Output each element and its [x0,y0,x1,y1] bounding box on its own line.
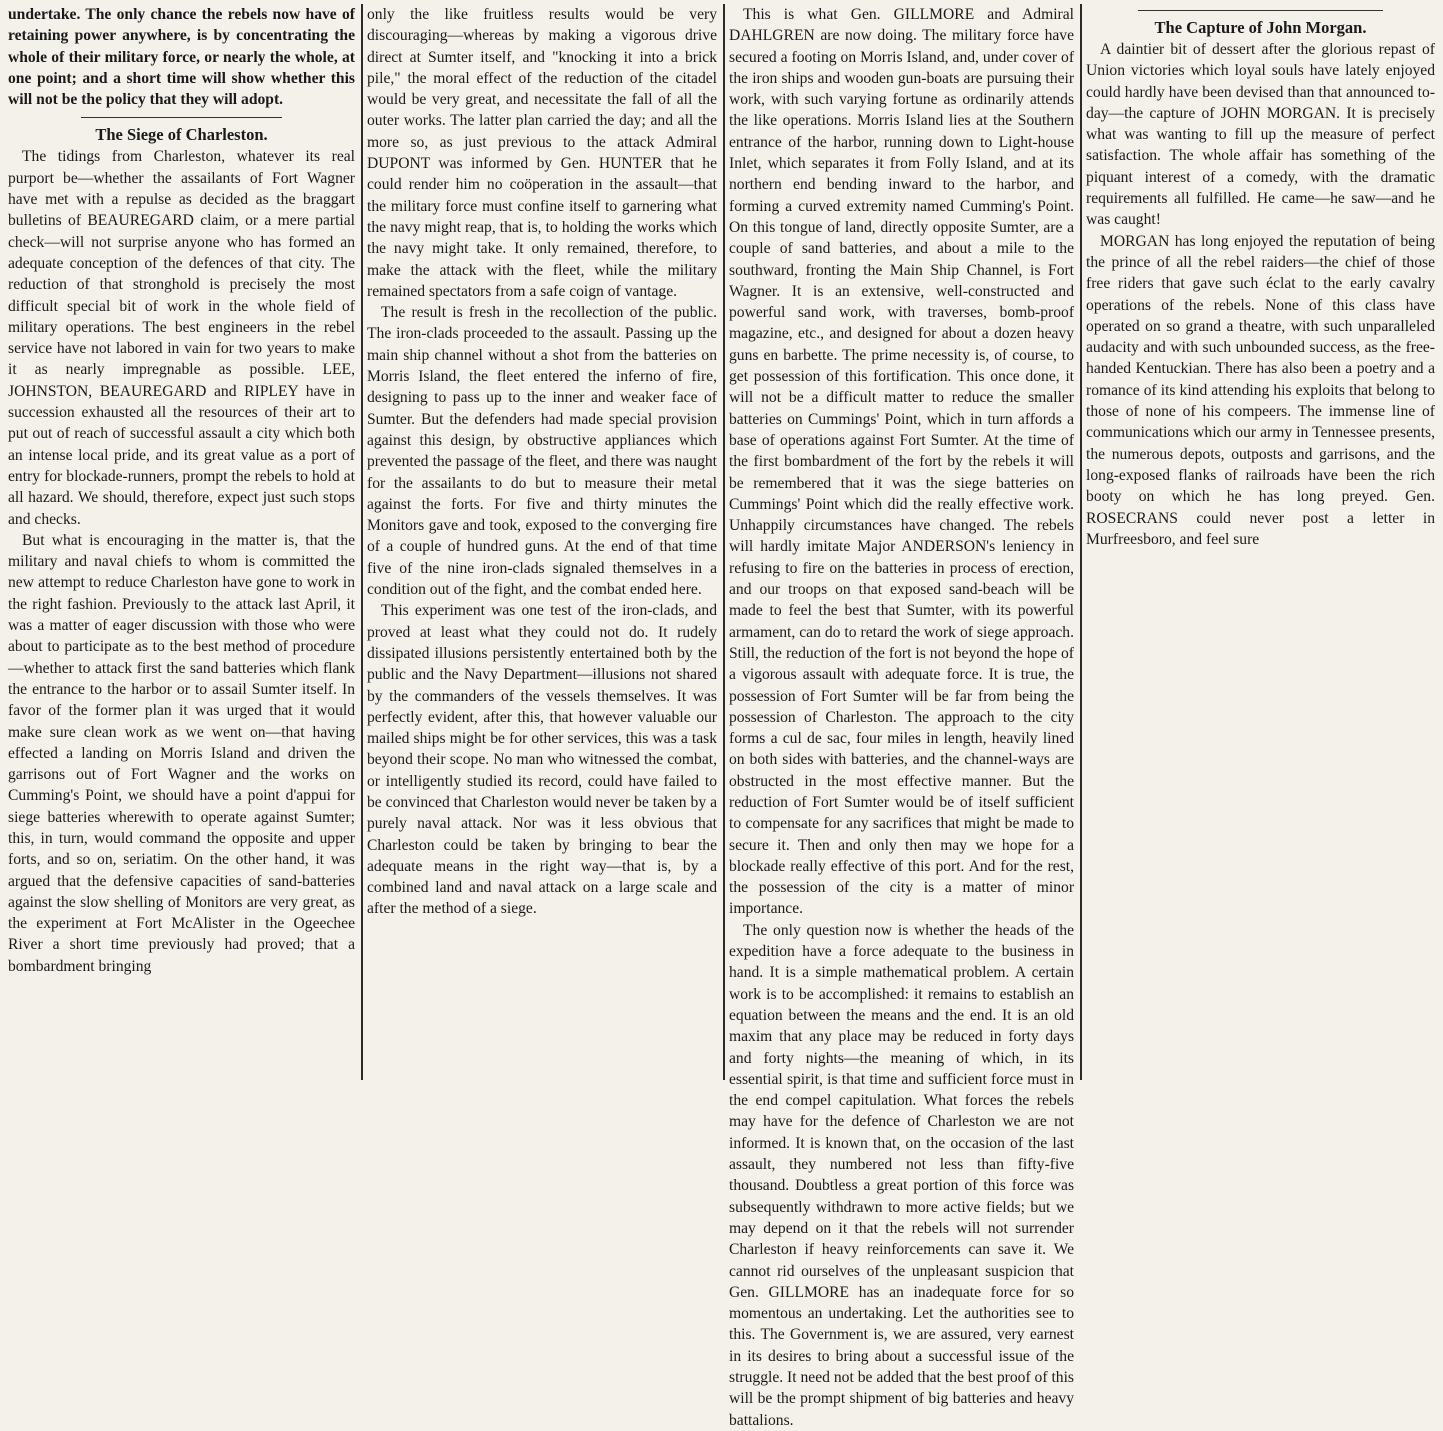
article-paragraph: This experiment was one test of the iron-clads, and proved at least what they could not do. It rudely dissipated illusions persistently entertained both by the public and the Navy Department—illusions not shared by the commanders of the vessels themselves. It was perfectly evident, after this, that however valuable our mailed ships might be for other services, this was a task beyond their scope. No man who witnessed the combat, or intelligently studied its record, could have failed to be convinced that Charleston would never be taken by a purely naval attack. Nor was it less obvious that Charleston could be taken by bringing to bear the adequate means in the right way—that is, by a combined land and naval attack on a large scale and after the method of a siege. [367,602,717,918]
article-paragraph: only the like fruitless results would be very discouraging—whereas by making a vigorous drive direct at Sumter itself, and "knocking it into a brick pile," the moral effect of the reduction of the citadel would be very great, and necessitate the fall of all the outer works. The latter plan carried the day; and all the more so, as just previous to the attack Admiral DUPONT was informed by Gen. HUNTER that he could render him no coöperation in the assault—that the military force must confine itself to garnering what the navy might reap, that is, to holding the works which the navy might take. It only remained, therefore, to make the attack with the fleet, while the military remained spectators from a safe coign of vantage. [367,6,717,300]
article-paragraph: MORGAN has long enjoyed the reputation of being the prince of all the rebel raiders—the chief of those free riders that gave such éclat to the early cavalry operations of the rebels. None of this class have operated on so grand a theatre, with such unparalleled audacity and with such unbounded success, as the free-handed Kentuckian. There has also been a poetry and a romance of its kind attending his exploits that belong to those of none of his compeers. The immense line of communications which our army in Tennessee presents, the numerous depots, outposts and garrisons, and the long-exposed flanks of railroads have been the rich booty on which he has long preyed. Gen. ROSECRANS could never post a letter in Murfreesboro, and feel sure [1086,232,1436,548]
article-paragraph: The tidings from Charleston, whatever its real purport be—whether the assailants of Fort Wagner have met with a repulse as decided as the braggart bulletins of BEAUREGARD claim, or a mere partial check—will not surprise anyone who has formed an adequate conception of the defences of that city. The reduction of that stronghold is precisely the most difficult special bit of work in the whole field of military operations. The best engineers in the rebel service have not labored in vain for two years to make it as nearly impregnable as possible. LEE, JOHNSTON, BEAUREGARD and RIPLEY have in succession exhausted all the resources of their art to put out of reach of successful assault a city which both an intense local pride, and its great value as a port of entry for blockade-runners, prompt the rebels to hold at all hazard. We should, therefore, expect just such stops and checks. [8,148,355,528]
column-4 [1080,4,1441,1080]
article-paragraph: The only question now is whether the heads of the expedition have a force adequate to the business in hand. It is a simple mathematical problem. A certain work is to be accomplished: it remains to establish an equation between the means and the end. It is an old maxim that any place may be reduced in forty days and forty nights—the meaning of which, in its essential spirit, is that time and sufficient force must in the end compel capitulation. What forces the rebels may have for the defence of Charleston we are not informed. It is known that, on the occasion of the last assault, they numbered not less than fifty-five thousand. Doubtless a great portion of this force was subsequently withdrawn to more active fields; but we may depend on it that the rebels will not surrender Charleston if heavy reinforcements can save it. We cannot rid ourselves of the unpleasant suspicion that Gen. GILLMORE has an inadequate force for so momentous an undertaking. Let the authorities see to this. The Government is, we are assured, very earnest in its desires to bring about a successful issue of the struggle. It need not be added that the best proof of this will be the prompt shipment of big batteries and heavy battalions. [729,921,1075,1429]
article-paragraph: The result is fresh in the recollection of the public. The iron-clads proceeded to the assault. Passing up the main ship channel without a shot from the batteries on Morris Island, the fleet entered the inferno of fire, designing to pass up to the inner and weaker face of Sumter. But the defenders had made special provision against this design, by obstructive appliances which prevented the passage of the fleet, and there was naught for the assailants to do but to measure their metal against the forts. For five and thirty minutes the Monitors gave and took, exposed to the converging fire of a couple of hundred guns. At the end of that time five of the nine iron-clads signaled themselves in a condition out of the fight, and the combat ended here. [367,304,717,599]
column-3 [723,4,1080,1429]
headline-capture-of-john-morgan: The Capture of John Morgan. [1154,18,1367,37]
article-paragraph: This is what Gen. GILLMORE and Admiral DAHLGREN are now doing. The military force have secured a footing on Morris Island, and, under cover of the iron ships and wooden gun-boats are pursuing their work, with such varying fortune as ordinarily attends the like operations. Morris Island lies at the Southern entrance of the harbor, running down to Light-house Inlet, which separates it from Folly Island, and at its northern end bending inward to the harbor, and forming a curved extremity named Cumming's Point. On this tongue of land, directly opposite Sumter, are a couple of sand batteries, and about a mile to the southward, fronting the Main Ship Channel, is Fort Wagner. It is an extensive, well-constructed and powerful sand work, with traverses, bomb-proof magazine, etc., and designed for about a dozen heavy guns en barbette. The prime necessity is, of course, to get possession of this fortification. This once done, it will not be a difficult matter to reduce the smaller batteries on Cummings' Point, which in turn affords a base of operations against Fort Sumter. At the time of the first bombardment of the fort by the rebels it will be remembered that it was the siege batteries on Cummings' Point which did the really effective work. Unhappily circumstances have changed. The rebels will hardly imitate Major ANDERSON's leniency in refusing to fire on the batteries in process of erection, and our troops on that exposed sand-beach will be made to feel the best that Sumter, with its powerful armament, can do to retard the work of siege approach. Still, the reduction of the fort is not beyond the hope of a vigorous assault with adequate force. It is true, the possession of Fort Sumter will be far from being the possession of Charleston. The approach to the city forms a cul de sac, four miles in length, heavily lined on both sides with batteries, and the channel-ways are obstructed in the most effective manner. But the reduction of Fort Sumter would be of itself sufficient to compensate for any sacrifices that might be made to secure it. Then and only then may we hope for a blockade really effective of this port. And for the rest, the possession of the city is a matter of minor importance. [729,6,1075,918]
headline-siege-of-charleston: The Siege of Charleston. [95,125,268,145]
article-paragraph: A daintier bit of dessert after the glorious repast of Union victories which loyal souls have lately enjoyed could hardly have been devised than that announced to-day—the capture of JOHN MORGAN. It is precisely what was wanting to fill up the measure of perfect satisfaction. The whole affair has something of the piquant interest of a comedy, with the dramatic requirements all fulfilled. He came—he saw—and he was caught! [1086,41,1436,229]
article-intro-paragraph: undertake. The only chance the rebels now have of retaining power anywhere, is by concentrating the whole of their military force, or nearly the whole, at one point; and a short time will show whether this will not be the policy that they will adopt. [8,6,355,109]
article-paragraph: But what is encouraging in the matter is, that the military and naval chiefs to whom is committed the new attempt to reduce Charleston have gone to work in the right fashion. Previously to the attack last April, it was a matter of eager discussion with those who were about to participate as to the best method of procedure—whether to attack first the sand batteries which flank the entrance to the harbor or to assail Sumter itself. In favor of the former plan it was urged that it would make sure clean work as we went on—that having effected a landing on Morris Island and driven the garrisons out of Fort Wagner and the works on Cumming's Point, we should have a point d'appui for siege batteries wherewith to operate against Sumter; this, in turn, would command the opposite and upper forts, and so on, seriatim. On the other hand, it was argued that the defensive capacities of sand-batteries against the slow shelling of Monitors are very great, as the experiment at Fort McAlister in the Ogeechee River a short time previously had proved; that a bombardment bringing [8,531,355,975]
column-1 [4,4,361,1080]
column-2 [361,4,723,1080]
article-separator-rule [1138,10,1382,11]
column-divider-rule [81,117,282,118]
